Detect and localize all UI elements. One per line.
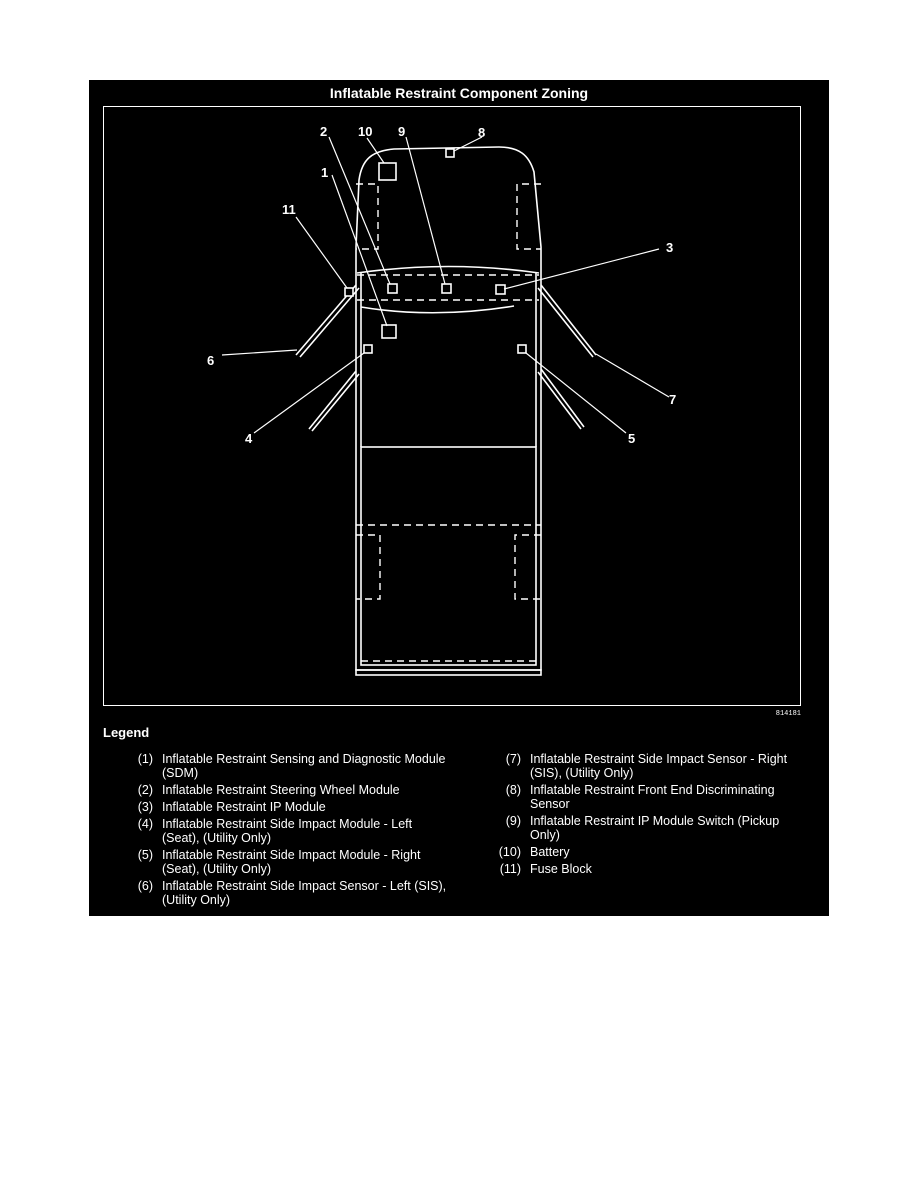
rear-left-wheel-well xyxy=(356,535,380,599)
vehicle-diagram xyxy=(104,107,800,705)
callout-3: 3 xyxy=(666,240,674,255)
callout-1: 1 xyxy=(321,165,329,180)
left-door-inner-line xyxy=(300,288,359,357)
component-9-ip-module-switch xyxy=(442,284,451,293)
callout-4: 4 xyxy=(245,431,253,446)
figure-title: Inflatable Restraint Component Zoning xyxy=(329,85,589,101)
legend-item: (6) Inflatable Restraint Side Impact Sensor - Left (SIS), (Utility Only) xyxy=(137,879,447,907)
callout-7: 7 xyxy=(669,392,677,407)
legend-item: (11) Fuse Block xyxy=(499,862,592,876)
component-5-right-side-impact-module xyxy=(518,345,526,353)
component-3-ip-module xyxy=(496,285,505,294)
callout-8: 8 xyxy=(478,125,486,140)
legend-item: (3) Inflatable Restraint IP Module xyxy=(137,800,326,814)
legend-item: (7) Inflatable Restraint Side Impact Sensor - Right (SIS), (Utility Only) xyxy=(505,752,788,780)
legend-item: (10) Battery xyxy=(498,845,570,859)
component-10-battery xyxy=(379,163,396,180)
legend-item: (5) Inflatable Restraint Side Impact Module - Right (Seat), (Utility Only) xyxy=(137,848,421,876)
callout-9: 9 xyxy=(398,124,406,139)
leader-line-3 xyxy=(504,249,659,289)
left-seat-module-line xyxy=(309,371,356,429)
leader-line-11 xyxy=(296,217,347,288)
callout-10: 10 xyxy=(358,124,373,139)
leader-line-6 xyxy=(222,350,297,355)
legend-right-column xyxy=(487,752,807,879)
left-seat-module-line-inner xyxy=(312,374,359,431)
callout-2: 2 xyxy=(320,124,328,139)
legend-item: (1) Inflatable Restraint Sensing and Diagnostic Module (SDM) xyxy=(137,752,446,780)
vehicle-rear-bumper xyxy=(356,670,541,675)
legend-item: (8) Inflatable Restraint Front End Discriminating Sensor xyxy=(505,783,775,811)
leader-line-9 xyxy=(406,137,445,284)
callout-6: 6 xyxy=(207,353,215,368)
diagram-frame xyxy=(103,106,801,706)
component-2-steering-wheel-module xyxy=(388,284,397,293)
leader-line-7 xyxy=(596,354,669,397)
right-seat-module-line xyxy=(541,369,584,427)
windshield-lower-line xyxy=(361,306,514,313)
right-door-inner-line xyxy=(538,288,593,357)
rear-right-wheel-well xyxy=(515,535,541,599)
component-1-sdm xyxy=(382,325,396,338)
figure-id: 814181 xyxy=(775,710,801,718)
legend-heading: Legend xyxy=(103,725,150,740)
legend-left-column xyxy=(119,752,449,910)
component-8-discriminating-sensor xyxy=(446,149,454,157)
callout-11: 11 xyxy=(282,202,296,217)
legend-item: (2) Inflatable Restraint Steering Wheel Module xyxy=(137,783,400,797)
callout-5: 5 xyxy=(628,431,636,446)
vehicle-outline xyxy=(356,147,541,670)
component-11-fuse-block xyxy=(345,288,353,296)
component-4-left-side-impact-module xyxy=(364,345,372,353)
pickup-bed xyxy=(361,447,536,665)
front-left-wheel-well xyxy=(356,184,378,249)
figure-panel xyxy=(89,80,829,916)
right-door-outer-line xyxy=(541,285,596,355)
leader-line-4 xyxy=(254,353,364,433)
legend-item: (4) Inflatable Restraint Side Impact Module - Left (Seat), (Utility Only) xyxy=(137,817,413,845)
legend-item: (9) Inflatable Restraint IP Module Switch (Pickup Only) xyxy=(505,814,780,842)
